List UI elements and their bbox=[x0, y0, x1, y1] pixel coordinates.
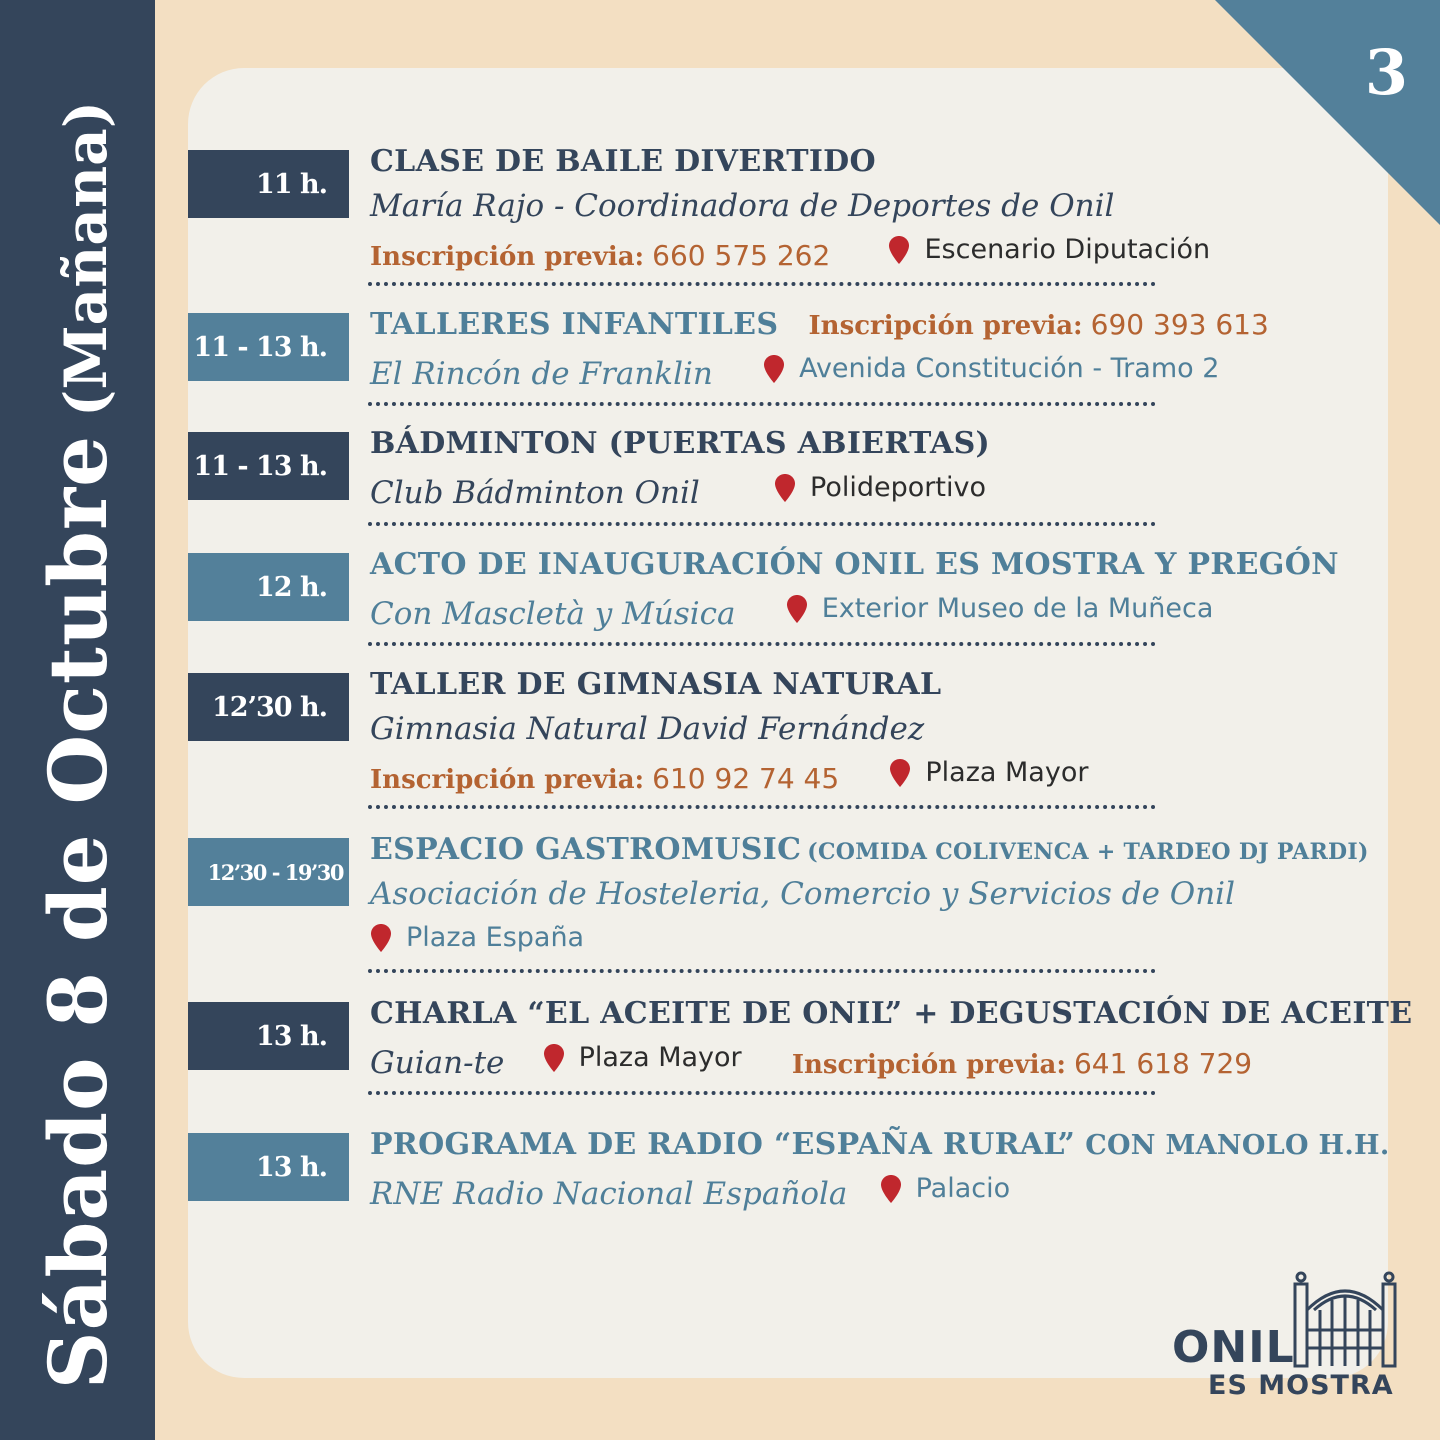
event-location-text: Plaza Mayor bbox=[925, 757, 1089, 788]
gate-icon bbox=[1290, 1270, 1400, 1370]
event-title: ACTO DE INAUGURACIÓN ONIL ES MOSTRA Y PREGÓN bbox=[370, 547, 1339, 582]
location-pin-icon bbox=[880, 1174, 902, 1204]
day-title bbox=[31, 101, 125, 1389]
registration-label: Inscripción previa: bbox=[791, 1050, 1066, 1080]
event-subtitle: Gimnasia Natural David Fernández bbox=[370, 711, 925, 747]
event-location bbox=[774, 466, 986, 510]
event-location-text: Palacio bbox=[915, 1173, 1011, 1204]
logo-onil: ONIL bbox=[1172, 1322, 1295, 1373]
event-title-extra: CON MANOLO H.H. bbox=[1085, 1130, 1390, 1161]
registration-phone: 641 618 729 bbox=[1073, 1047, 1253, 1080]
event-subtitle: María Rajo - Coordinadora de Deportes de Onil bbox=[370, 188, 1115, 224]
event-location-text: Exterior Museo de la Muñeca bbox=[821, 593, 1214, 624]
event-title: TALLER DE GIMNASIA NATURAL bbox=[370, 667, 942, 702]
event-time: 12’30 h. bbox=[188, 673, 349, 741]
logo-es-mostra: ES MOSTRA bbox=[1208, 1370, 1394, 1401]
event-location bbox=[880, 1167, 1011, 1211]
event-title: CLASE DE BAILE DIVERTIDO bbox=[370, 144, 876, 179]
registration-label: Inscripción previa: bbox=[370, 242, 645, 272]
event-time: 13 h. bbox=[188, 1133, 349, 1201]
event-location bbox=[786, 587, 1214, 631]
event-location bbox=[543, 1036, 742, 1080]
event-subtitle: El Rincón de Franklin bbox=[370, 356, 713, 392]
location-pin-icon bbox=[370, 923, 392, 953]
divider bbox=[368, 282, 1156, 286]
event-location-text: Plaza Mayor bbox=[578, 1042, 742, 1073]
location-pin-icon bbox=[786, 594, 808, 624]
event-subtitle: Con Mascletà y Música bbox=[370, 596, 736, 632]
event-location bbox=[763, 347, 1219, 391]
event-location-text: Escenario Diputación bbox=[924, 234, 1211, 265]
event-title: CHARLA “EL ACEITE DE ONIL” + DEGUSTACIÓN DE ACEITE bbox=[370, 996, 1413, 1031]
registration-label: Inscripción previa: bbox=[370, 765, 645, 795]
location-pin-icon bbox=[888, 235, 910, 265]
divider bbox=[368, 402, 1156, 406]
divider bbox=[368, 522, 1156, 526]
event-location bbox=[889, 751, 1088, 795]
location-pin-icon bbox=[543, 1043, 565, 1073]
event-title: TALLERES INFANTILES bbox=[370, 307, 779, 342]
divider bbox=[368, 969, 1156, 973]
page-number: 3 bbox=[1364, 36, 1408, 109]
event-title-extra: (COMIDA COLIVENCA + TARDEO DJ PARDI) bbox=[807, 839, 1369, 865]
event-location bbox=[370, 916, 584, 960]
registration-label: Inscripción previa: bbox=[808, 311, 1083, 341]
sidebar bbox=[0, 0, 155, 1440]
divider bbox=[368, 1091, 1156, 1095]
location-pin-icon bbox=[889, 758, 911, 788]
event-title: ESPACIO GASTROMUSIC bbox=[370, 832, 802, 867]
location-pin-icon bbox=[774, 473, 796, 503]
event-location-text: Avenida Constitución - Tramo 2 bbox=[799, 353, 1220, 384]
event-location-text: Polideportivo bbox=[810, 472, 986, 503]
event-time: 11 - 13 h. bbox=[188, 313, 349, 381]
event-location-text: Plaza España bbox=[406, 922, 585, 953]
divider bbox=[368, 642, 1156, 646]
day-title-main: Sábado 8 de Octubre bbox=[31, 434, 125, 1390]
registration-phone: 610 92 74 45 bbox=[652, 762, 840, 795]
event-location bbox=[888, 228, 1210, 272]
event-subtitle: RNE Radio Nacional Española bbox=[370, 1176, 848, 1212]
event-time: 11 h. bbox=[188, 150, 349, 218]
event-title: BÁDMINTON (PUERTAS ABIERTAS) bbox=[370, 426, 991, 461]
event-subtitle: Asociación de Hosteleria, Comercio y Servicios de Onil bbox=[370, 876, 1236, 912]
location-pin-icon bbox=[763, 354, 785, 384]
event-time: 13 h. bbox=[188, 1002, 349, 1070]
registration-phone: 690 393 613 bbox=[1090, 308, 1269, 341]
event-subtitle: Club Bádminton Onil bbox=[370, 475, 700, 511]
event-time: 12’30 - 19’30 bbox=[188, 838, 349, 906]
event-subtitle: Guian-te bbox=[370, 1045, 505, 1081]
event-title: PROGRAMA DE RADIO “ESPAÑA RURAL” bbox=[370, 1127, 1076, 1162]
event-time: 11 - 13 h. bbox=[188, 432, 349, 500]
registration-phone: 660 575 262 bbox=[652, 239, 831, 272]
divider bbox=[368, 805, 1156, 809]
event-time: 12 h. bbox=[188, 553, 349, 621]
onil-es-mostra-logo bbox=[1168, 1270, 1413, 1401]
day-title-sub: (Mañana) bbox=[52, 100, 120, 417]
